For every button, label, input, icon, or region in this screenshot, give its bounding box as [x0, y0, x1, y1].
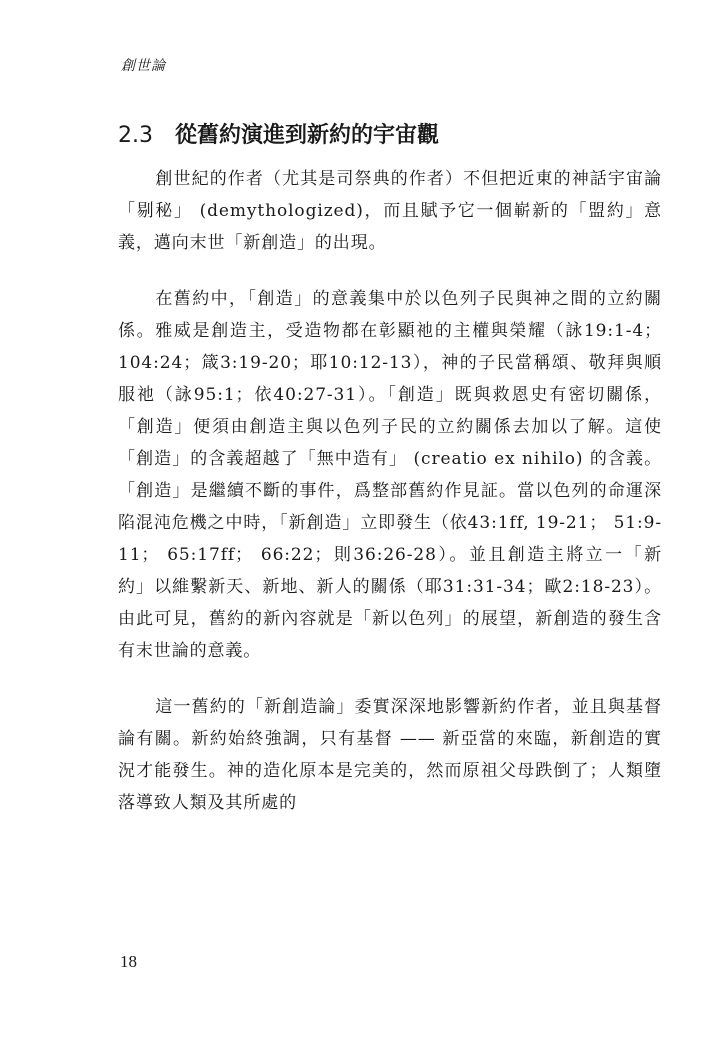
section-heading — [118, 118, 439, 149]
page-number: 18 — [120, 952, 137, 971]
paragraph: 這一舊約的「新創造論」委實深深地影響新約作者，並且與基督論有關。新約始終強調，只有基督 —— 新亞當的來臨，新創造的實況才能發生。神的造化原本是完美的，然而原祖父母跌倒了；人類墮落導致人類及其所處的 — [118, 697, 662, 813]
running-head: 創世論 — [121, 58, 166, 74]
paragraph: 創世紀的作者（尤其是司祭典的作者）不但把近東的神話宇宙論「剔秘」 (demythologized)，而且賦予它一個嶄新的「盟約」意義，邁向末世「新創造」的出現。 — [118, 169, 662, 253]
body-text — [118, 163, 662, 843]
section-number: 2.3 — [118, 123, 153, 148]
paragraph: 在舊約中，「創造」的意義集中於以色列子民與神之間的立約關係。雅威是創造主，受造物都在彰顯祂的主權與榮耀（詠19:1-4；104:24；箴3:19-20；耶10:12-13），神的子民當稱頌、敬拜與順服祂（詠95:1；依40:27-31）。「創造」既與救恩史有密切關係，「創造」便須由創造主與以色列子民的立約關係去加以了解。這使「創造」的含義超越了「無中造有」 (creatio ex nihilo) 的含義。「創造」是繼續不斷的事件，爲整部舊約作見証。當以色列的命運深陷混沌危機之中時，「新創造」立即發生（依43:1ff, 19-21； 51:9-11； 65:17ff； 66:22；則36:26-28）。並且創造主將立一「新約」以維繫新天、新地、新人的關係（耶31:31-34；歐2:18-23）。由此可見，舊約的新內容就是「新以色列」的展望，新創造的發生含有末世論的意義。 — [118, 289, 662, 661]
section-title: 從舊約演進到新約的宇宙觀 — [175, 123, 440, 148]
